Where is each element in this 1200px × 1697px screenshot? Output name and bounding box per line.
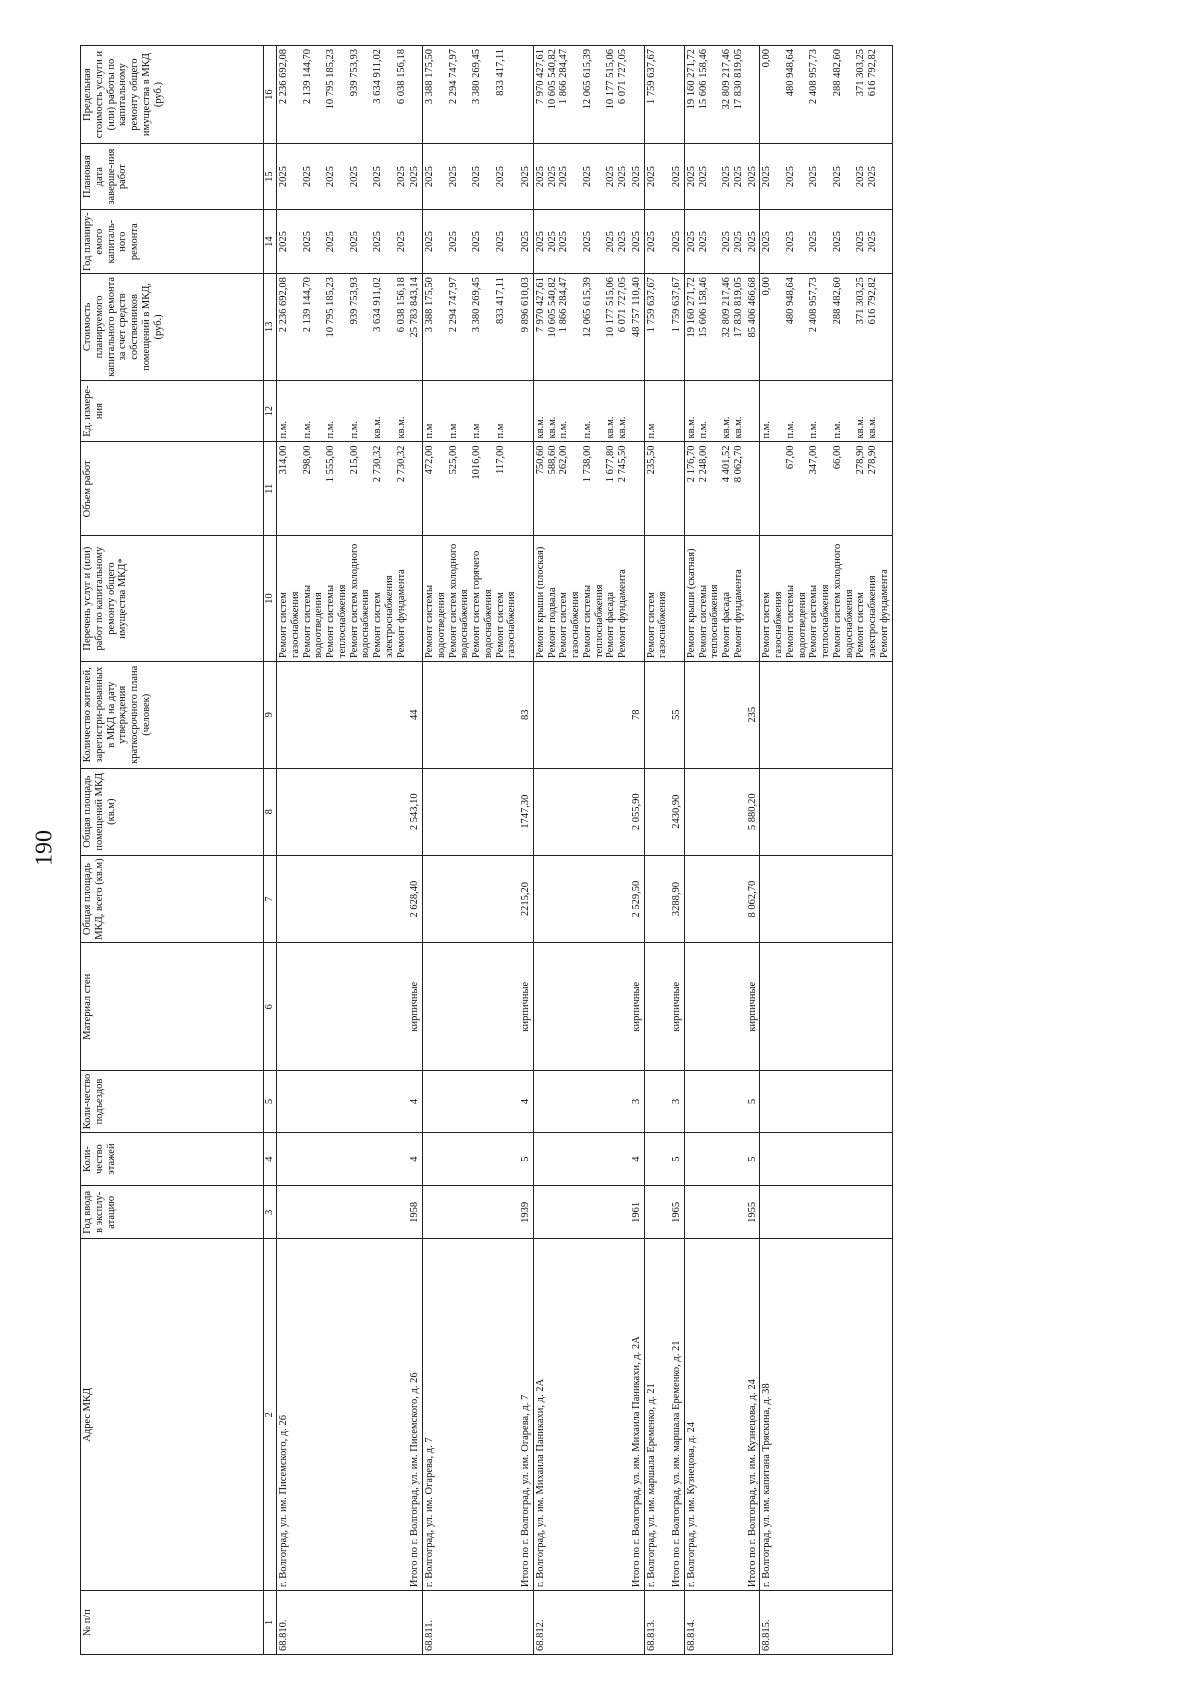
year-built-cell xyxy=(423,1186,520,1239)
column-number: 16 xyxy=(264,46,277,144)
unit-cell xyxy=(670,380,684,442)
premises-area-cell xyxy=(277,768,409,855)
row-number-cell: 68.811. xyxy=(423,1591,520,1655)
row-number-cell xyxy=(519,1591,533,1655)
premises-area-cell: 2 055,90 xyxy=(630,768,644,855)
cost-limit-cell: 1 759 637,67 xyxy=(644,46,670,144)
residents-cell: 55 xyxy=(670,661,684,768)
work-volume-cell xyxy=(670,442,684,536)
total-row xyxy=(746,46,760,1655)
year-built-cell: 1961 xyxy=(630,1186,644,1239)
address-cell: Итого по г. Волгоград, ул. им. маршала Еременко, д. 21 xyxy=(670,1239,684,1591)
unit-cell xyxy=(519,380,533,442)
total-area-cell xyxy=(760,855,892,942)
column-header: Общая площадь МКД, всего (кв.м) xyxy=(81,855,264,942)
row-number-cell: 68.810. xyxy=(277,1591,409,1655)
floors-cell: 5 xyxy=(519,1132,533,1185)
column-number: 14 xyxy=(264,210,277,274)
total-area-cell xyxy=(644,855,670,942)
year-built-cell xyxy=(644,1186,670,1239)
work-volume-cell: 235,50 xyxy=(644,442,670,536)
cost-limit-cell xyxy=(630,46,644,144)
rotated-table-container xyxy=(80,45,1170,1655)
planned-year-cell: 2025 xyxy=(670,210,684,274)
column-header: Перечень услуг и (или) работ по капитальному ремонту общего имущества МКД* xyxy=(81,536,264,662)
unit-cell: п.м. п.м. п.м. п.м. кв.м. кв.м. xyxy=(277,380,409,442)
page-number: 190 xyxy=(31,830,58,866)
address-cell: г. Волгоград, ул. им. маршала Еременко, д. 21 xyxy=(644,1239,670,1591)
column-number: 2 xyxy=(264,1239,277,1591)
cost-limit-cell: 7 970 427,61 10 605 540,82 1 866 284,47 12 065 615,39 10 177 515,06 6 071 727,05 xyxy=(533,46,630,144)
planned-year-cell: 2025 xyxy=(630,210,644,274)
column-number: 9 xyxy=(264,661,277,768)
floors-cell xyxy=(760,1132,892,1185)
total-row xyxy=(408,46,422,1655)
column-header: Плановая дата заверше-ния работ xyxy=(81,144,264,210)
column-header: № п/п xyxy=(81,1591,264,1655)
completion-date-cell: 2025 xyxy=(670,144,684,210)
floors-cell xyxy=(533,1132,630,1185)
address-cell: Итого по г. Волгоград, ул. им. Кузнецова, д. 24 xyxy=(746,1239,760,1591)
work-volume-cell: 2 176,70 2 248,00 4 401,52 8 062,70 xyxy=(684,442,745,536)
completion-date-cell: 2025 2025 2025 2025 xyxy=(423,144,520,210)
entrances-cell: 4 xyxy=(519,1071,533,1133)
address-cell: г. Волгоград, ул. им. Писемского, д. 26 xyxy=(277,1239,409,1591)
entrances-cell xyxy=(533,1071,630,1133)
planned-cost-cell: 9 896 610,03 xyxy=(519,274,533,381)
works-list-cell xyxy=(670,536,684,662)
works-list-cell xyxy=(746,536,760,662)
cost-limit-cell xyxy=(670,46,684,144)
row-number-cell xyxy=(670,1591,684,1655)
floors-cell xyxy=(423,1132,520,1185)
entrances-cell: 4 xyxy=(408,1071,422,1133)
entrances-cell xyxy=(684,1071,745,1133)
table-row xyxy=(533,46,630,1655)
row-number-cell: 68.815. xyxy=(760,1591,892,1655)
address-cell: Итого по г. Волгоград, ул. им. Михаила Паникахи, д. 2А xyxy=(630,1239,644,1591)
column-header: Количество жителей, зарегистри-рованных в МКД на дату утверждения краткосрочного плана (человек) xyxy=(81,661,264,768)
table-row xyxy=(277,46,409,1655)
total-row xyxy=(670,46,684,1655)
planned-year-cell: 2025 2025 2025 2025 xyxy=(684,210,745,274)
work-volume-cell: 750,60 588,60 262,00 1 738,00 1 677,80 2 745,50 xyxy=(533,442,630,536)
entrances-cell xyxy=(423,1071,520,1133)
column-header: Коли-чество подъездов xyxy=(81,1071,264,1133)
column-number: 3 xyxy=(264,1186,277,1239)
completion-date-cell: 2025 xyxy=(408,144,422,210)
planned-cost-cell: 3 388 175,50 2 294 747,97 3 380 269,45 833 417,11 xyxy=(423,274,520,381)
unit-cell xyxy=(746,380,760,442)
table-row xyxy=(644,46,670,1655)
planned-cost-cell: 1 759 637,67 xyxy=(644,274,670,381)
unit-cell xyxy=(630,380,644,442)
address-cell: г. Волгоград, ул. им. капитана Тряскина, д. 38 xyxy=(760,1239,892,1591)
year-built-cell xyxy=(684,1186,745,1239)
entrances-cell: 3 xyxy=(670,1071,684,1133)
residents-cell: 235 xyxy=(746,661,760,768)
column-number: 13 xyxy=(264,274,277,381)
floors-cell: 4 xyxy=(630,1132,644,1185)
year-built-cell: 1939 xyxy=(519,1186,533,1239)
column-header: Стоимость планируемого капитального ремонта за счет средств собственников помещений в МКД, (руб.) xyxy=(81,274,264,381)
row-number-cell: 68.814. xyxy=(684,1591,745,1655)
wall-material-cell: кирпичные xyxy=(630,943,644,1071)
column-number: 7 xyxy=(264,855,277,942)
planned-cost-cell: 2 236 692,08 2 139 144,70 10 795 185,23 939 753,93 3 634 911,02 6 038 156,18 xyxy=(277,274,409,381)
wall-material-cell: кирпичные xyxy=(670,943,684,1071)
residents-cell xyxy=(533,661,630,768)
planned-cost-cell: 25 783 843,14 xyxy=(408,274,422,381)
works-list-cell xyxy=(408,536,422,662)
table-row xyxy=(760,46,892,1655)
premises-area-cell: 1747,30 xyxy=(519,768,533,855)
column-number: 5 xyxy=(264,1071,277,1133)
floors-cell xyxy=(644,1132,670,1185)
planned-year-cell: 2025 xyxy=(644,210,670,274)
address-cell: г. Волгоград, ул. им. Михаила Паникахи, д. 2А xyxy=(533,1239,630,1591)
works-list-cell: Ремонт крыши (плоская) Ремонт подвала Ремонт систем газоснабжения Ремонт системы теплоснабжения Ремонт фасада Ремонт фундамента xyxy=(533,536,630,662)
works-list-cell: Ремонт систем газоснабжения xyxy=(644,536,670,662)
cost-limit-cell: 2 236 692,08 2 139 144,70 10 795 185,23 939 753,93 3 634 911,02 6 038 156,18 xyxy=(277,46,409,144)
address-cell: Итого по г. Волгоград, ул. им. Писемского, д. 26 xyxy=(408,1239,422,1591)
planned-year-cell: 2025 2025 2025 2025 2025 2025 xyxy=(277,210,409,274)
wall-material-cell xyxy=(277,943,409,1071)
table-body xyxy=(277,46,893,1655)
works-list-cell: Ремонт систем газоснабжения Ремонт системы водоотведения Ремонт системы теплоснабжения Ремонт систем холодного водоснабжения Ремонт систем электроснабжения Ремонт фундамента xyxy=(277,536,409,662)
year-built-cell xyxy=(277,1186,409,1239)
year-built-cell: 1965 xyxy=(670,1186,684,1239)
premises-area-cell: 5 880,20 xyxy=(746,768,760,855)
completion-date-cell: 2025 xyxy=(746,144,760,210)
wall-material-cell xyxy=(760,943,892,1071)
column-header: Адрес МКД xyxy=(81,1239,264,1591)
completion-date-cell: 2025 xyxy=(630,144,644,210)
planned-cost-cell: 85 406 466,68 xyxy=(746,274,760,381)
column-number: 12 xyxy=(264,380,277,442)
premises-area-cell xyxy=(423,768,520,855)
total-area-cell xyxy=(533,855,630,942)
completion-date-cell: 2025 2025 2025 2025 2025 2025 xyxy=(760,144,892,210)
cost-limit-cell xyxy=(408,46,422,144)
column-number: 11 xyxy=(264,442,277,536)
total-area-cell: 2 529,50 xyxy=(630,855,644,942)
total-area-cell: 8 062,70 xyxy=(746,855,760,942)
planned-cost-cell: 7 970 427,61 10 605 540,82 1 866 284,47 12 065 615,39 10 177 515,06 6 071 727,05 xyxy=(533,274,630,381)
entrances-cell: 5 xyxy=(746,1071,760,1133)
completion-date-cell: 2025 2025 2025 2025 xyxy=(684,144,745,210)
work-volume-cell xyxy=(408,442,422,536)
planned-cost-cell: 0,00 480 948,64 2 408 957,73 288 482,60 371 303,25 616 792,82 xyxy=(760,274,892,381)
work-volume-cell: 472,00 525,00 1016,00 117,00 xyxy=(423,442,520,536)
planned-year-cell: 2025 xyxy=(519,210,533,274)
row-number-cell: 68.812. xyxy=(533,1591,630,1655)
residents-cell: 78 xyxy=(630,661,644,768)
year-built-cell: 1958 xyxy=(408,1186,422,1239)
premises-area-cell xyxy=(684,768,745,855)
work-volume-cell xyxy=(746,442,760,536)
premises-area-cell xyxy=(644,768,670,855)
residents-cell xyxy=(277,661,409,768)
wall-material-cell: кирпичные xyxy=(408,943,422,1071)
unit-cell: кв.м. кв.м. п.м. п.м. кв.м. кв.м. xyxy=(533,380,630,442)
column-header: Год ввода в эксплу-атацию xyxy=(81,1186,264,1239)
row-number-cell: 68.813. xyxy=(644,1591,670,1655)
unit-cell: кв.м. п.м. кв.м. кв.м. xyxy=(684,380,745,442)
floors-cell xyxy=(277,1132,409,1185)
total-area-cell: 2 628,40 xyxy=(408,855,422,942)
entrances-cell: 3 xyxy=(630,1071,644,1133)
entrances-cell xyxy=(644,1071,670,1133)
column-number: 1 xyxy=(264,1591,277,1655)
completion-date-cell: 2025 xyxy=(519,144,533,210)
column-number-row xyxy=(264,46,277,1655)
premises-area-cell: 2430,90 xyxy=(670,768,684,855)
year-built-cell xyxy=(533,1186,630,1239)
address-cell: г. Волгоград, ул. им. Огарева, д. 7 xyxy=(423,1239,520,1591)
work-volume-cell: 314,00 298,00 1 555,00 215,00 2 730,32 2 730,32 xyxy=(277,442,409,536)
column-header: Год планиру-емого капиталь-ного ремонта xyxy=(81,210,264,274)
premises-area-cell xyxy=(760,768,892,855)
wall-material-cell xyxy=(423,943,520,1071)
residents-cell: 83 xyxy=(519,661,533,768)
total-area-cell xyxy=(684,855,745,942)
planned-year-cell: 2025 2025 2025 2025 xyxy=(423,210,520,274)
planned-cost-cell: 1 759 637,67 xyxy=(670,274,684,381)
work-volume-cell xyxy=(519,442,533,536)
column-header: Предельная стоимость услуги и (или) работы по капитальному ремонту общего имущества в МКД (руб.) xyxy=(81,46,264,144)
floors-cell: 4 xyxy=(408,1132,422,1185)
residents-cell xyxy=(760,661,892,768)
planned-year-cell: 2025 2025 2025 2025 2025 2025 xyxy=(760,210,892,274)
table-row xyxy=(423,46,520,1655)
total-row xyxy=(630,46,644,1655)
residents-cell: 44 xyxy=(408,661,422,768)
total-area-cell: 2215,20 xyxy=(519,855,533,942)
work-volume-cell xyxy=(630,442,644,536)
row-number-cell xyxy=(630,1591,644,1655)
wall-material-cell xyxy=(644,943,670,1071)
column-number: 6 xyxy=(264,943,277,1071)
capital-repair-table xyxy=(80,45,893,1655)
total-area-cell xyxy=(423,855,520,942)
cost-limit-cell: 3 388 175,50 2 294 747,97 3 380 269,45 833 417,11 xyxy=(423,46,520,144)
cost-limit-cell: 0,00 480 948,64 2 408 957,73 288 482,60 371 303,25 616 792,82 xyxy=(760,46,892,144)
year-built-cell: 1955 xyxy=(746,1186,760,1239)
work-volume-cell: 67,00 347,00 66,00 278,90 278,90 xyxy=(760,442,892,536)
completion-date-cell: 2025 2025 2025 2025 2025 2025 xyxy=(533,144,630,210)
column-number: 8 xyxy=(264,768,277,855)
wall-material-cell: кирпичные xyxy=(519,943,533,1071)
completion-date-cell: 2025 2025 2025 2025 2025 2025 xyxy=(277,144,409,210)
works-list-cell: Ремонт системы водоотведения Ремонт систем холодного водоснабжения Ремонт систем горячего водоснабжения Ремонт систем газоснабжения xyxy=(423,536,520,662)
column-header: Общая площадь помещений МКД (кв.м) xyxy=(81,768,264,855)
unit-cell xyxy=(408,380,422,442)
row-number-cell xyxy=(408,1591,422,1655)
works-list-cell xyxy=(519,536,533,662)
planned-cost-cell: 48 757 110,40 xyxy=(630,274,644,381)
column-header: Объем работ xyxy=(81,442,264,536)
row-number-cell xyxy=(746,1591,760,1655)
total-row xyxy=(519,46,533,1655)
unit-cell: п.м п.м п.м п.м xyxy=(423,380,520,442)
total-area-cell xyxy=(277,855,409,942)
cost-limit-cell xyxy=(519,46,533,144)
column-header: Коли-чество этажей xyxy=(81,1132,264,1185)
column-number: 10 xyxy=(264,536,277,662)
floors-cell: 5 xyxy=(746,1132,760,1185)
cost-limit-cell: 19 160 271,72 15 606 158,46 32 809 217,46 17 830 819,05 xyxy=(684,46,745,144)
wall-material-cell xyxy=(533,943,630,1071)
header-row xyxy=(81,46,264,1655)
column-number: 4 xyxy=(264,1132,277,1185)
completion-date-cell: 2025 xyxy=(644,144,670,210)
column-header: Материал стен xyxy=(81,943,264,1071)
address-cell: Итого по г. Волгоград, ул. им. Огарева, д. 7 xyxy=(519,1239,533,1591)
residents-cell xyxy=(684,661,745,768)
premises-area-cell: 2 543,10 xyxy=(408,768,422,855)
entrances-cell xyxy=(277,1071,409,1133)
entrances-cell xyxy=(760,1071,892,1133)
total-area-cell: 3288,90 xyxy=(670,855,684,942)
planned-year-cell xyxy=(408,210,422,274)
works-list-cell: Ремонт крыши (скатная) Ремонт системы теплоснабжения Ремонт фасада Ремонт фундамента xyxy=(684,536,745,662)
table-row xyxy=(684,46,745,1655)
unit-cell: п.м xyxy=(644,380,670,442)
column-header: Ед. измере-ния xyxy=(81,380,264,442)
residents-cell xyxy=(644,661,670,768)
residents-cell xyxy=(423,661,520,768)
floors-cell xyxy=(684,1132,745,1185)
wall-material-cell xyxy=(684,943,745,1071)
planned-year-cell: 2025 2025 2025 2025 2025 2025 xyxy=(533,210,630,274)
works-list-cell xyxy=(630,536,644,662)
column-number: 15 xyxy=(264,144,277,210)
cost-limit-cell xyxy=(746,46,760,144)
year-built-cell xyxy=(760,1186,892,1239)
wall-material-cell: кирпичные xyxy=(746,943,760,1071)
address-cell: г. Волгоград, ул. им. Кузнецова, д. 24 xyxy=(684,1239,745,1591)
premises-area-cell xyxy=(533,768,630,855)
floors-cell: 5 xyxy=(670,1132,684,1185)
planned-year-cell: 2025 xyxy=(746,210,760,274)
unit-cell: п.м. п.м. п.м. п.м. кв.м. кв.м. xyxy=(760,380,892,442)
planned-cost-cell: 19 160 271,72 15 606 158,46 32 809 217,46 17 830 819,05 xyxy=(684,274,745,381)
works-list-cell: Ремонт систем газоснабжения Ремонт системы водоотведения Ремонт системы теплоснабжения Ремонт систем холодного водоснабжения Ремонт систем электроснабжения Ремонт фундамента xyxy=(760,536,892,662)
